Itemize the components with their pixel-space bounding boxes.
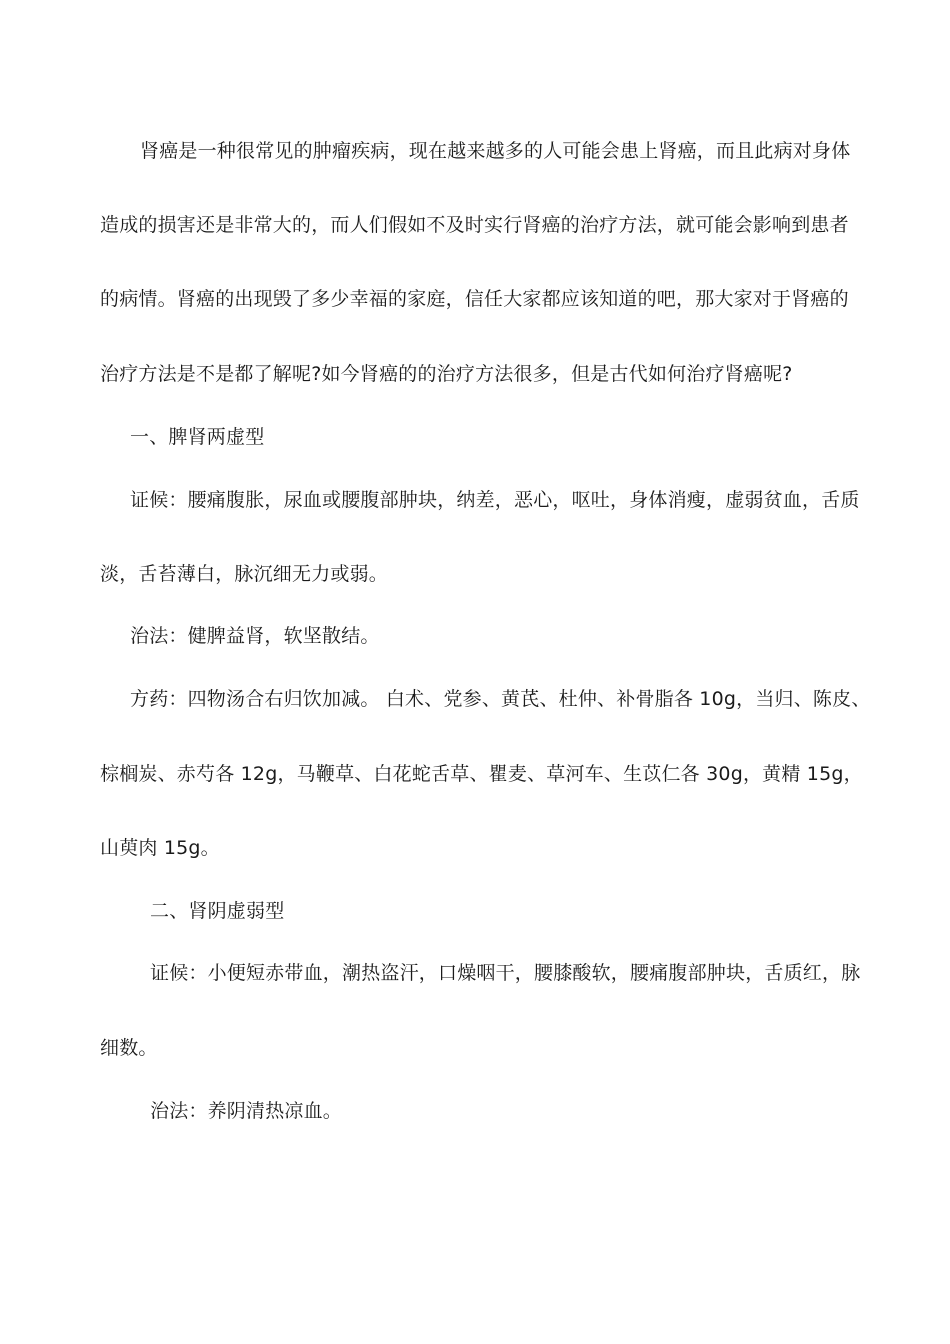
prescription-1-line-2: 棕榈炭、赤芍各 12g，马鞭草、白花蛇舌草、瞿麦、草河车、生苡仁各 30g，黄精 15g， (100, 763, 863, 785)
treatment-1: 治法：健脾益肾，软坚散结。 (130, 625, 380, 647)
section-heading-1: 一、脾肾两虚型 (130, 426, 265, 448)
paragraph-intro-line-1: 肾癌是一种很常见的肿瘤疾病，现在越来越多的人可能会患上肾癌，而且此病对身体 (140, 140, 851, 162)
symptoms-2-line-2: 细数。 (100, 1037, 158, 1059)
prescription-1-line-1: 方药：四物汤合右归饮加减。 白术、党参、黄芪、杜仲、补骨脂各 10g，当归、陈皮、 (130, 688, 871, 710)
prescription-1-line-3: 山萸肉 15g。 (100, 837, 220, 859)
paragraph-intro-line-2: 造成的损害还是非常大的，而人们假如不及时实行肾癌的治疗方法，就可能会影响到患者 (100, 214, 849, 236)
section-heading-2: 二、肾阴虚弱型 (150, 900, 285, 922)
symptoms-1-line-2: 淡，舌苔薄白，脉沉细无力或弱。 (100, 563, 389, 585)
treatment-2: 治法：养阴清热凉血。 (150, 1100, 343, 1122)
paragraph-intro-line-4: 治疗方法是不是都了解呢?如今肾癌的的治疗方法很多，但是古代如何治疗肾癌呢? (100, 363, 793, 385)
paragraph-intro-line-3: 的病情。肾癌的出现毁了多少幸福的家庭，信任大家都应该知道的吧，那大家对于肾癌的 (100, 288, 849, 310)
symptoms-1-line-1: 证候：腰痛腹胀，尿血或腰腹部肿块，纳差，恶心，呕吐，身体消瘦，虚弱贫血，舌质 (130, 489, 860, 511)
symptoms-2-line-1: 证候：小便短赤带血，潮热盗汗，口燥咽干，腰膝酸软，腰痛腹部肿块，舌质红，脉 (150, 962, 861, 984)
